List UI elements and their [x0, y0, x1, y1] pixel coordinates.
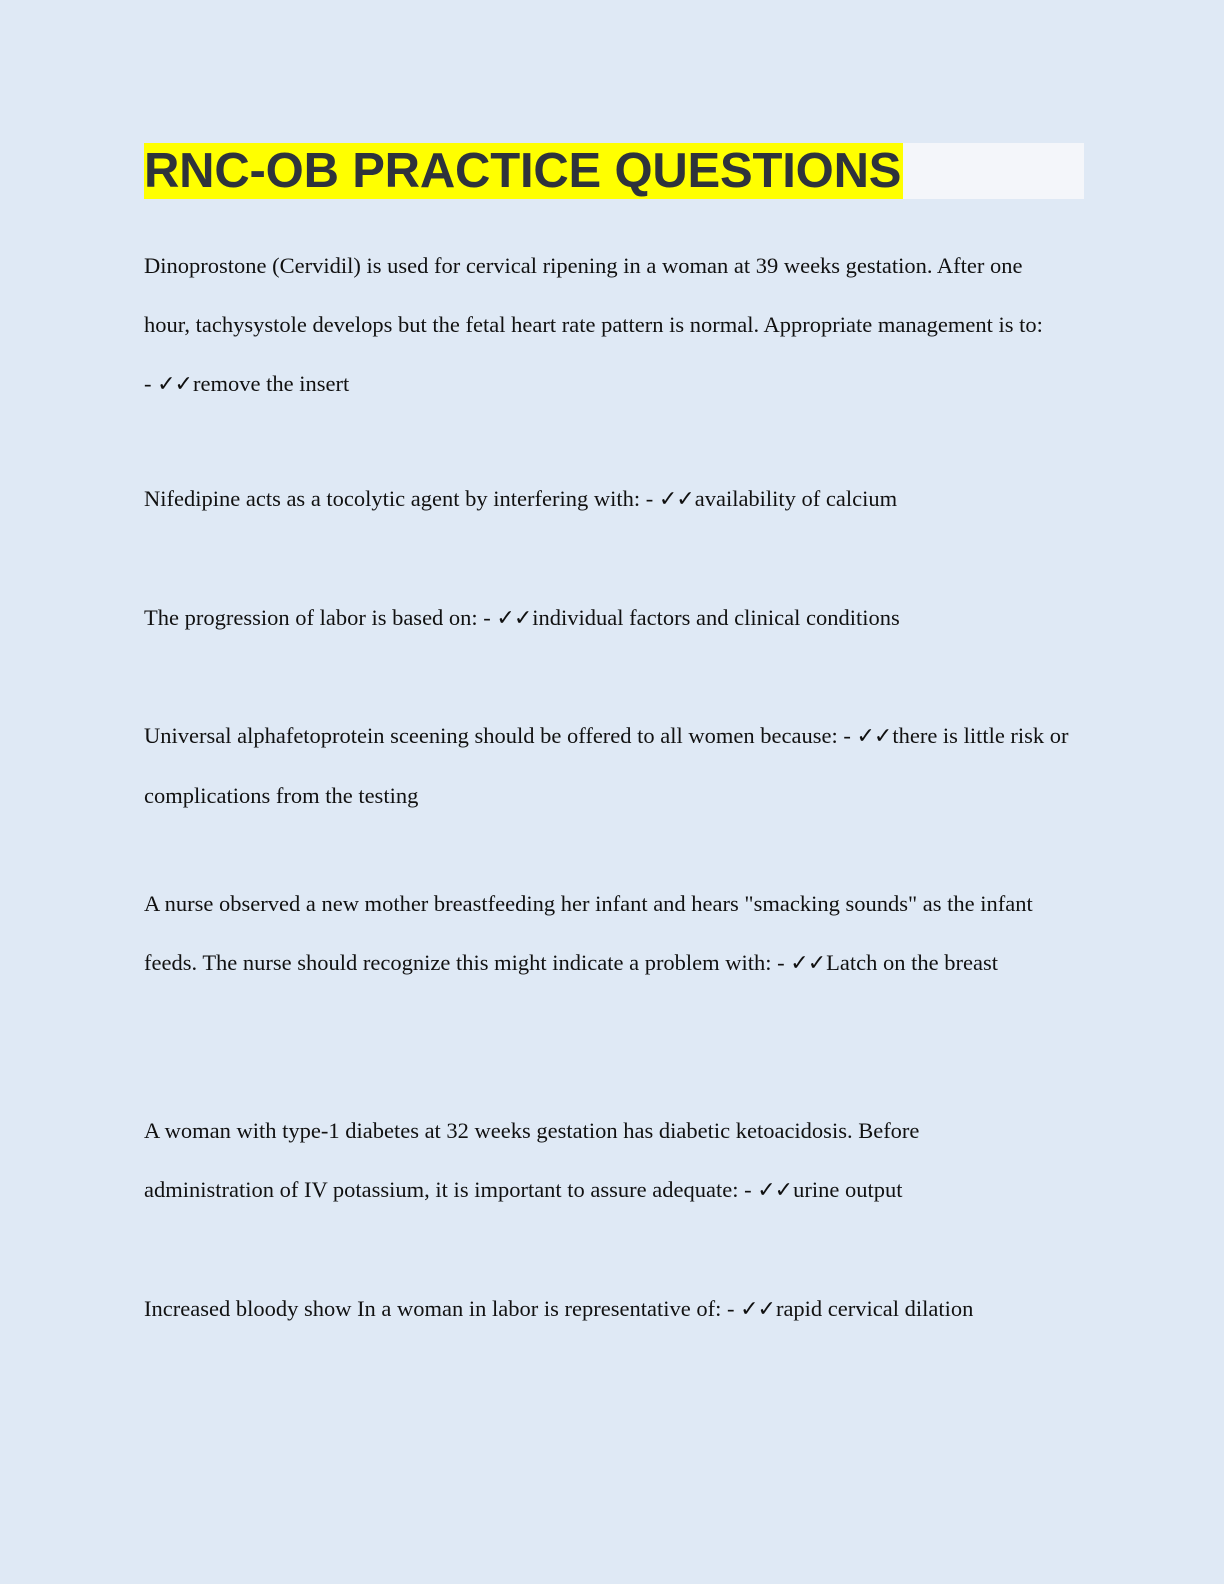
answer-text: Latch on the breast: [826, 950, 998, 975]
double-check-icon: ✓✓: [157, 372, 192, 397]
question-text: A nurse observed a new mother breastfeeding her infant and hears "smacking sounds" as the infant feeds. The nurse should recognize this might indicate a problem with: -: [144, 891, 1033, 975]
double-check-icon: ✓✓: [757, 1178, 793, 1203]
question-text: Dinoprostone (Cervidil) is used for cervical ripening in a woman at 39 weeks gestation. After one hour, tachysystole develops but the fetal heart rate pattern is normal. Appropriate management is to: -: [144, 253, 1043, 396]
answer-text: rapid cervical dilation: [775, 1296, 974, 1321]
question-text: The progression of labor is based on: -: [144, 605, 491, 630]
qa-item: [144, 874, 1059, 993]
qa-item: [144, 236, 1044, 414]
qa-item: [144, 469, 1064, 529]
question-text: Increased bloody show In a woman in labor is representative of: -: [144, 1296, 735, 1321]
double-check-icon: ✓✓: [790, 951, 826, 976]
document-page: [144, 143, 1084, 1322]
answer-text: urine output: [793, 1177, 903, 1202]
answer-text: there is little risk or complications from the testing: [144, 723, 1069, 808]
answer-text: remove the insert: [193, 371, 350, 396]
answer-text: availability of calcium: [694, 486, 898, 511]
double-check-icon: ✓✓: [496, 606, 532, 631]
qa-item: [144, 588, 1064, 648]
question-text: Nifedipine acts as a tocolytic agent by interfering with: -: [144, 486, 654, 511]
double-check-icon: ✓✓: [658, 487, 694, 512]
qa-item: [144, 1101, 1044, 1220]
double-check-icon: ✓✓: [740, 1297, 775, 1322]
qa-item: [144, 1279, 1064, 1339]
title-bar: [144, 143, 1084, 199]
answer-text: individual factors and clinical conditions: [532, 605, 900, 630]
question-text: A woman with type-1 diabetes at 32 weeks gestation has diabetic ketoacidosis. Before administration of IV potassium, it is important to assure adequate: -: [144, 1118, 920, 1202]
question-text: Universal alphafetoprotein sceening should be offered to all women because: -: [144, 723, 851, 748]
qa-item: [144, 706, 1069, 825]
page-title: RNC-OB PRACTICE QUESTIONS: [144, 144, 902, 198]
double-check-icon: ✓✓: [856, 724, 892, 749]
